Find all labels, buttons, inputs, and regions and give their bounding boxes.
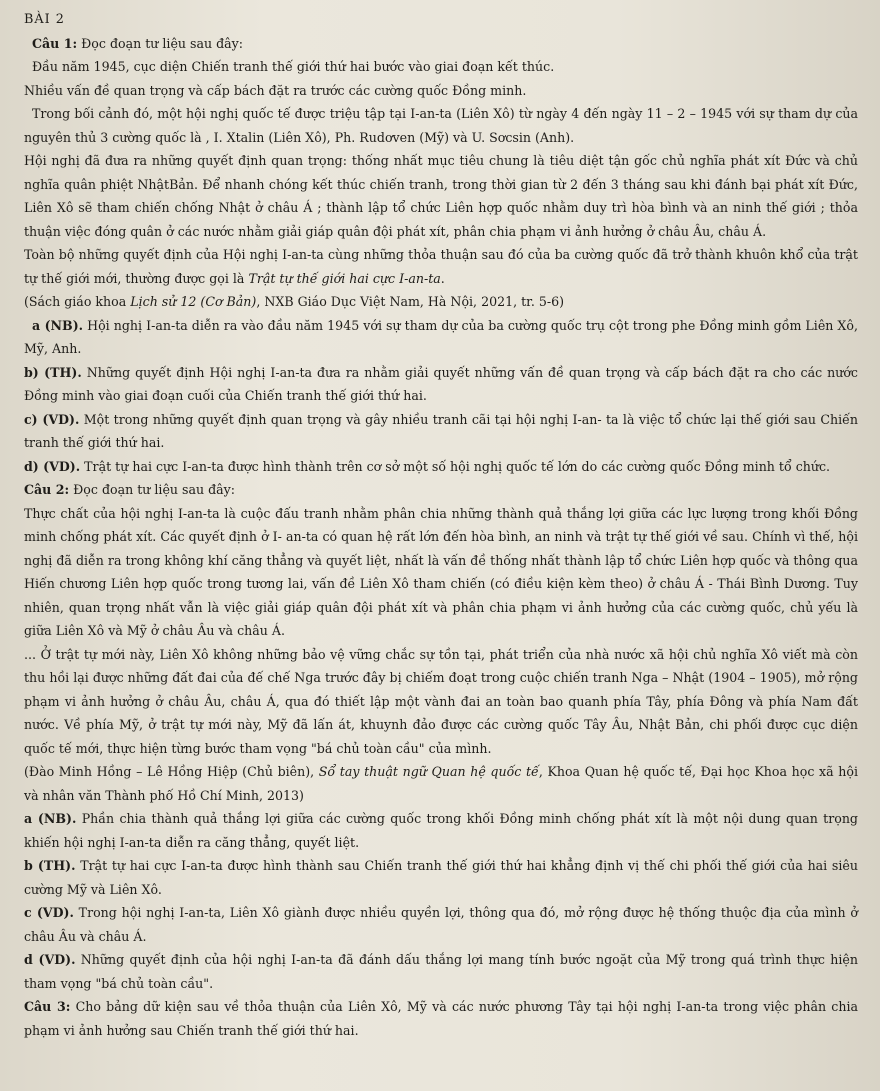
q2-source — [24, 760, 858, 807]
q2-option-b-text: Trật tự hai cực I-an-ta được hình thành sau Chiến tranh thế giới thứ hai khẳng định vị thế chi phối thế giới của hai siêu cường Mỹ và Liên Xô. — [24, 858, 858, 897]
q2-option-d-text: Những quyết định của hội nghị I-an-ta đã đánh dấu thắng lợi mang tính bước ngoặt của Mỹ trong quá trình thực hiện tham vọng "bá chủ toàn cầu". — [24, 952, 858, 991]
lesson-heading: BÀI 2 — [24, 12, 65, 27]
q1-option-d-text: Trật tự hai cực I-an-ta được hình thành trên cơ sở một số hội nghị quốc tế lớn do các cường quốc Đồng minh tổ chức. — [80, 458, 831, 474]
q2-option-a-text: Phần chia thành quả thắng lợi giữa các cường quốc trong khối Đồng minh chống phát xít là một nội dung quan trọng khiến hội nghị I-an-ta diễn ra căng thẳng, quyết liệt. — [24, 811, 858, 850]
q2-title-rest: Đọc đoạn tư liệu sau đây: — [69, 482, 236, 497]
q2-option-c-text: Trong hội nghị I-an-ta, Liên Xô giành được nhiều quyền lợi, thông qua đó, mở rộng được hệ thống thuộc địa của mình ở châu Âu và châu Á. — [24, 905, 858, 944]
q1-option-b-text: Những quyết định Hội nghị I-an-ta đưa ra nhằm giải quyết những vấn đề quan trọng và cấp bách đặt ra cho các nước Đồng minh vào giai đoạn cuối của Chiến tranh thế giới thứ hai. — [24, 364, 858, 403]
q2-option-b-label: b (TH). — [24, 858, 76, 873]
q3-text: Cho bảng dữ kiện sau về thỏa thuận của Liên Xô, Mỹ và các nước phương Tây tại hội nghị I-an-ta trong việc phân chia phạm vi ảnh hưởng sau Chiến tranh thế giới thứ hai. — [24, 999, 859, 1038]
q1-option-b — [24, 361, 858, 408]
q1-title-rest: Đọc đoạn tư liệu sau đây: — [77, 35, 244, 51]
q1-option-a-label: a (NB). — [32, 317, 84, 333]
q1-para-4: Hội nghị đã đưa ra những quyết định quan trọng: thống nhất mục tiêu chung là tiêu diệt tận gốc chủ nghĩa phát xít Đức và chủ nghĩa quân phiệt NhậtBản. Để nhanh chóng kết thúc chiến tranh, trong thời gian từ 2 đến 3 tháng sau khi đánh bại phát xít Đức, Liên Xô sẽ tham chiến chống Nhật ở châu Á ; thành lập tổ chức Liên hợp quốc nhằm duy trì hòa bình và an ninh thế giới ; thỏa thuận việc đóng quân ở các nước nhằm giải giáp quân đội phát xít, phân chia phạm vi ảnh hưởng ở châu Âu, châu Á. — [24, 153, 858, 239]
q2-para-1: Thực chất của hội nghị I-an-ta là cuộc đấu tranh nhằm phân chia những thành quả thắng lợi giữa các lực lượng trong khối Đồng minh chống phát xít. Các quyết định ở I- an-ta có quan hệ rất lớn đến hòa bình, an ninh và trật tự thế giới về sau. Chính vì thế, hội nghị đã diễn ra trong không khí căng thẳng và quyết liệt, nhất là vấn đề thống nhất thành lập tổ chức Liên hợp quốc và thông qua Hiến chương Liên hợp quốc trong tương lai, vấn đề Liên Xô tham chiến (có điều kiện kèm theo) ở châu Á - Thái Bình Dương. Tuy nhiên, quan trọng nhất vẫn là việc giải giáp quân đội phát xít và phân chia phạm vi ảnh hưởng của các cường quốc, chủ yếu là giữa Liên Xô và Mỹ ở châu Âu và châu Á. — [24, 505, 858, 638]
q2-label: Câu 2: — [24, 482, 70, 497]
q1-para-2: Nhiều vấn đề quan trọng và cấp bách đặt ra trước các cường quốc Đồng minh. — [24, 82, 527, 98]
q2-para-2: ... Ở trật tự mới này, Liên Xô không những bảo vệ vững chắc sự tồn tại, phát triển của nhà nước xã hội chủ nghĩa Xô viết mà còn thu hồi lại được những đất đai của đế chế Nga trước đây bị chiếm đoạt trong cuộc chiến tranh Nga – Nhật (1904 – 1905), mở rộng phạm vi ảnh hưởng ở châu Âu, châu Á, qua đó thiết lập một vành đai an toàn bao quanh phía Tây, phía Đông và phía Nam đất nước. Về phía Mỹ, ở trật tự mới này, Mỹ đã lấn át, khuynh đảo được các cường quốc Tây Âu, Nhật Bản, chi phối được cục diện quốc tế mới, thực hiện từng bước tham vọng "bá chủ toàn cầu" của mình. — [24, 646, 858, 756]
q3-label: Câu 3: — [24, 999, 71, 1014]
q2-option-d-label: d (VD). — [24, 952, 76, 967]
q1-title — [24, 32, 858, 56]
q1-option-c — [24, 408, 858, 455]
q1-option-c-label: c) (VD). — [24, 411, 80, 427]
q2-option-c-label: c (VD). — [24, 905, 74, 920]
q1-source-italic: Lịch sử 12 (Cơ Bản) — [130, 294, 257, 309]
q1-label: Câu 1: — [32, 35, 78, 51]
q1-option-d-label: d) (VD). — [24, 458, 81, 474]
q1-source — [24, 290, 858, 314]
q2-source-italic: Sổ tay thuật ngữ Quan hệ quốc tế — [318, 764, 539, 779]
q2-source-b: , Khoa Quan hệ quốc tế, Đại học Khoa học xã hội và nhân văn Thành phố Hồ Chí Minh, 2013) — [24, 764, 858, 803]
q2-option-c — [24, 901, 858, 948]
q1-para-5-italic: Trật tự thế giới hai cực I-an-ta — [248, 270, 441, 286]
q1-option-a-text: Hội nghị I-an-ta diễn ra vào đầu năm 1945 với sự tham dự của ba cường quốc trụ cột trong phe Đồng minh gồm Liên Xô, Mỹ, Anh. — [24, 317, 858, 356]
q2-option-a-label: a (NB). — [24, 811, 77, 826]
q2-option-d — [24, 948, 858, 995]
q1-option-a — [24, 314, 858, 361]
q2-option-b — [24, 854, 858, 901]
q3-block — [24, 995, 858, 1042]
q1-source-a: (Sách giáo khoa — [24, 294, 131, 309]
q1-option-b-label: b) (TH). — [24, 364, 82, 380]
q1-option-d — [24, 455, 858, 479]
q1-para-1: Đầu năm 1945, cục diện Chiến tranh thế giới thứ hai bước vào giai đoạn kết thúc. — [32, 59, 555, 74]
q2-option-a — [24, 807, 858, 854]
q1-source-b: , NXB Giáo Dục Việt Nam, Hà Nội, 2021, tr. 5-6) — [256, 294, 565, 309]
q1-option-c-text: Một trong những quyết định quan trọng và gây nhiều tranh cãi tại hội nghị I-an- ta là việc tổ chức lại thế giới sau Chiến tranh thế giới thứ hai. — [24, 411, 858, 450]
q1-para-5 — [24, 243, 858, 290]
q1-para-5-text: Toàn bộ những quyết định của Hội nghị I-an-ta cùng những thỏa thuận sau đó của ba cường quốc đã trở thành khuôn khổ của trật tự thế giới mới, thường được gọi là — [24, 247, 858, 286]
q1-para-3: Trong bối cảnh đó, một hội nghị quốc tế được triệu tập tại I-an-ta (Liên Xô) từ ngày 4 đến ngày 11 – 2 – 1945 với sự tham dự của nguyên thủ 3 cường quốc là , I. Xtalin (Liên Xô), Ph. Rudơven (Mỹ) và U. Sơcsin (Anh). — [24, 106, 858, 145]
q2-source-a: (Đào Minh Hồng – Lê Hồng Hiệp (Chủ biên), — [24, 764, 319, 779]
q1-para-5-end: . — [440, 270, 445, 286]
q2-title — [24, 478, 858, 502]
